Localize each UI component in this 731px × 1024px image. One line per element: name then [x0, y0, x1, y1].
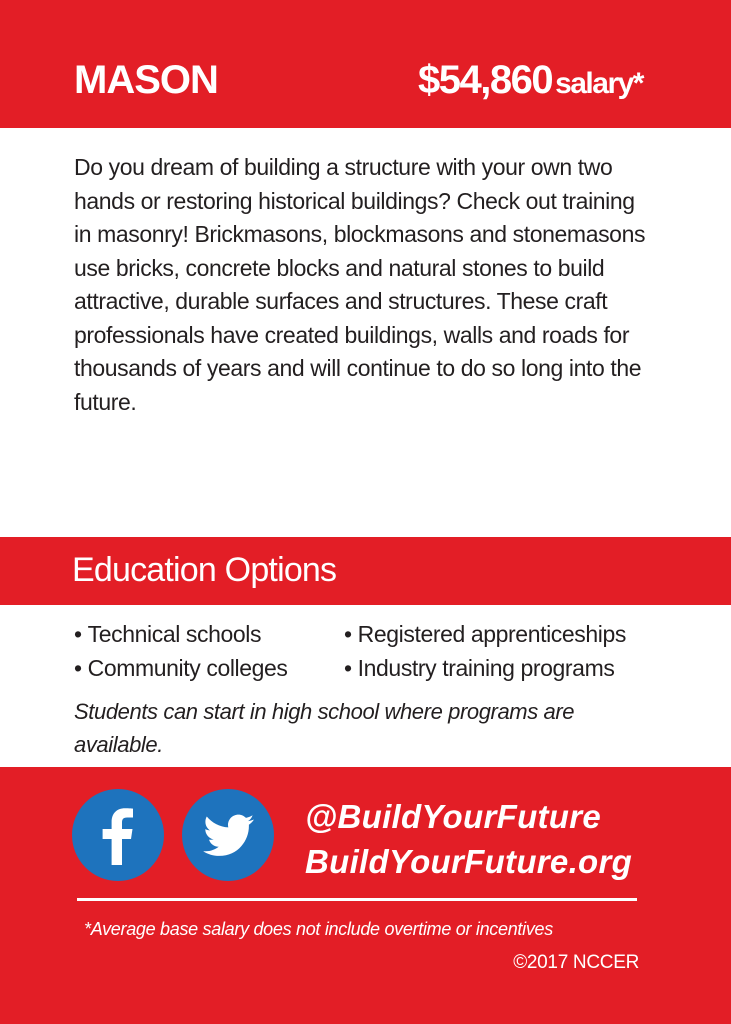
- facebook-icon[interactable]: [72, 789, 164, 881]
- education-options-list: [74, 617, 674, 685]
- education-option-technical-schools: • Technical schools: [74, 617, 344, 651]
- job-description: Do you dream of building a structure with your own two hands or restoring historical buildings? Check out training in masonry! Brickmasons, blockmasons and stonemasons use bricks, concrete blocks and natural stones to build attractive, durable surfaces and structures. These craft professionals have created buildings, walls and roads for thousands of years and will continue to do so long into the future.: [74, 154, 646, 415]
- salary: [418, 56, 643, 113]
- education-note: Students can start in high school where programs are available.: [74, 699, 575, 757]
- copyright: ©2017 NCCER: [513, 952, 639, 973]
- education-option-community-colleges: • Community colleges: [74, 651, 344, 685]
- education-option-registered-apprenticeships: • Registered apprenticeships: [344, 617, 674, 651]
- footer-divider: [77, 898, 637, 901]
- salary-amount: $54,860: [418, 58, 553, 102]
- website-link[interactable]: BuildYourFuture.org: [305, 843, 633, 880]
- education-title: Education Options: [72, 551, 337, 589]
- education-option-industry-training: • Industry training programs: [344, 651, 674, 685]
- job-title: MASON: [74, 58, 218, 102]
- twitter-icon[interactable]: [182, 789, 274, 881]
- social-handle-link[interactable]: @BuildYourFuture: [305, 798, 602, 835]
- salary-label: salary*: [555, 67, 643, 100]
- salary-disclaimer: *Average base salary does not include overtime or incentives: [84, 919, 553, 939]
